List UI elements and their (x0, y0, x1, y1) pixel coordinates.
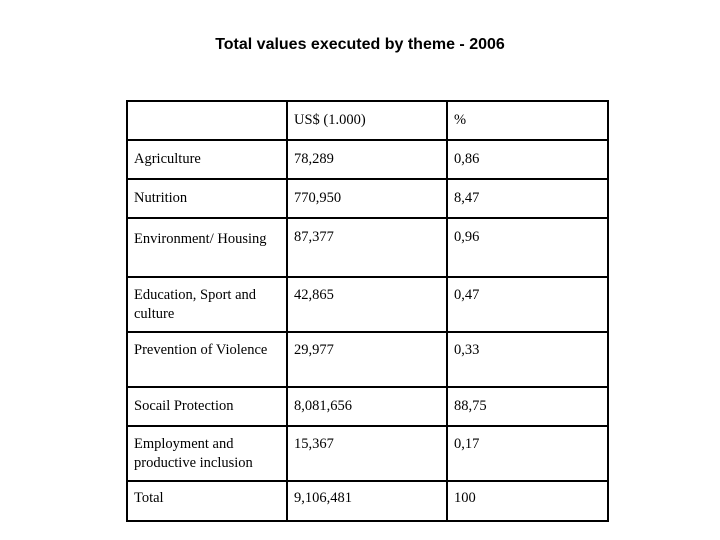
theme-cell: Environment/ Housing (127, 218, 287, 277)
percent-cell: 100 (447, 481, 608, 521)
usd-cell: 42,865 (287, 277, 447, 332)
usd-cell: 15,367 (287, 426, 447, 481)
usd-cell: 87,377 (287, 218, 447, 277)
header-cell-percent: % (447, 101, 608, 140)
usd-cell: 29,977 (287, 332, 447, 387)
table-row (127, 387, 608, 426)
table-row-total (127, 481, 608, 521)
table-header-row (127, 101, 608, 140)
percent-cell: 0,86 (447, 140, 608, 179)
table-row (127, 332, 608, 387)
theme-cell: Education, Sport and culture (127, 277, 287, 332)
table-row (127, 140, 608, 179)
page-title: Total values executed by theme - 2006 (215, 36, 505, 53)
theme-cell: Agriculture (127, 140, 287, 179)
table-row (127, 218, 608, 277)
table-row (127, 179, 608, 218)
theme-cell: Employment and productive inclusion (127, 426, 287, 481)
percent-cell: 0,96 (447, 218, 608, 277)
header-cell-theme (127, 101, 287, 140)
usd-cell: 78,289 (287, 140, 447, 179)
usd-cell: 8,081,656 (287, 387, 447, 426)
table-row (127, 426, 608, 481)
theme-cell: Total (127, 481, 287, 521)
usd-cell: 9,106,481 (287, 481, 447, 521)
theme-cell: Prevention of Violence (127, 332, 287, 387)
values-table (126, 100, 609, 522)
percent-cell: 88,75 (447, 387, 608, 426)
usd-cell: 770,950 (287, 179, 447, 218)
percent-cell: 8,47 (447, 179, 608, 218)
percent-cell: 0,33 (447, 332, 608, 387)
theme-cell: Nutrition (127, 179, 287, 218)
percent-cell: 0,17 (447, 426, 608, 481)
theme-cell: Socail Protection (127, 387, 287, 426)
percent-cell: 0,47 (447, 277, 608, 332)
header-cell-usd: US$ (1.000) (287, 101, 447, 140)
table-row (127, 277, 608, 332)
